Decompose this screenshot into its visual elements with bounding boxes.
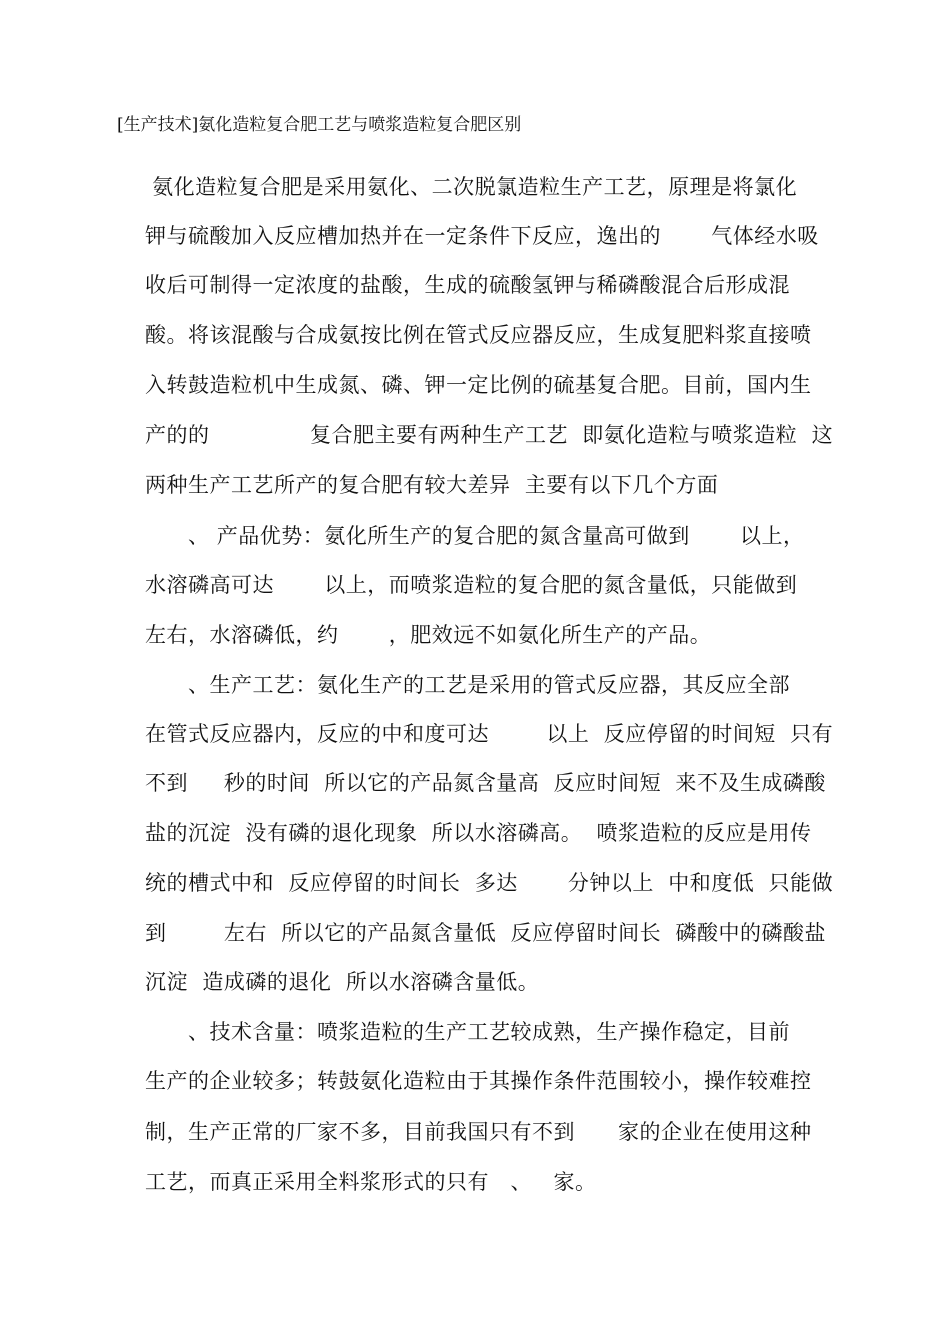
text-line: 生产的企业较多；转鼓氨化造粒由于其操作条件范围较小，操作较难控 — [145, 1069, 812, 1093]
text-line: 入转鼓造粒机中生成氮、磷、钾一定比例的硫基复合肥。目前，国内生 — [145, 373, 812, 397]
text-line: 盐的沉淀 没有磷的退化现象 所以水溶磷高。 喷浆造粒的反应是用传 — [145, 821, 812, 845]
text-line: 两种生产工艺所产的复合肥有较大差异 主要有以下几个方面 — [145, 473, 719, 497]
text-line: 、技术含量：喷浆造粒的生产工艺较成熟，生产操作稳定，目前 — [145, 1020, 791, 1044]
text-line: 到 左右 所以它的产品氮含量低 反应停留时间长 磷酸中的磷酸盐 — [145, 921, 826, 945]
text-line: 、 产品优势：氨化所生产的复合肥的氮含量高可做到 以上， — [145, 524, 805, 548]
text-line: 统的槽式中和 反应停留的时间长 多达 分钟以上 中和度低 只能做 — [145, 871, 834, 895]
text-line: 产的的 复合肥主要有两种生产工艺 即氨化造粒与喷浆造粒 这 — [145, 423, 834, 447]
text-line: 工艺，而真正采用全料浆形式的只有 、 家。 — [145, 1170, 597, 1194]
text-line: 左右，水溶磷低，约 ，肥效远不如氨化所生产的产品。 — [145, 623, 712, 647]
text-line: 制，生产正常的厂家不多，目前我国只有不到 家的企业在使用这种 — [145, 1120, 812, 1144]
text-line: 水溶磷高可达 以上，而喷浆造粒的复合肥的氮含量低，只能做到 — [145, 573, 798, 597]
document-title: [生产技术]氨化造粒复合肥工艺与喷浆造粒复合肥区别 — [117, 115, 522, 135]
text-line: 钾与硫酸加入反应槽加热并在一定条件下反应，逸出的 气体经水吸 — [145, 224, 819, 248]
text-line: 沉淀 造成磷的退化 所以水溶磷含量低。 — [145, 970, 540, 994]
text-line: 酸。将该混酸与合成氨按比例在管式反应器反应，生成复肥料浆直接喷 — [145, 323, 812, 347]
text-line: 不到 秒的时间 所以它的产品氮含量高 反应时间短 来不及生成磷酸 — [145, 771, 826, 795]
text-line: 、生产工艺：氨化生产的工艺是采用的管式反应器，其反应全部 — [145, 673, 791, 697]
text-line: 在管式反应器内，反应的中和度可达 以上 反应停留的时间短 只有 — [145, 722, 834, 746]
text-line: 收后可制得一定浓度的盐酸，生成的硫酸氢钾与稀磷酸混合后形成混 — [145, 273, 790, 297]
text-line: 氨化造粒复合肥是采用氨化、二次脱氯造粒生产工艺，原理是将氯化 — [145, 175, 798, 199]
